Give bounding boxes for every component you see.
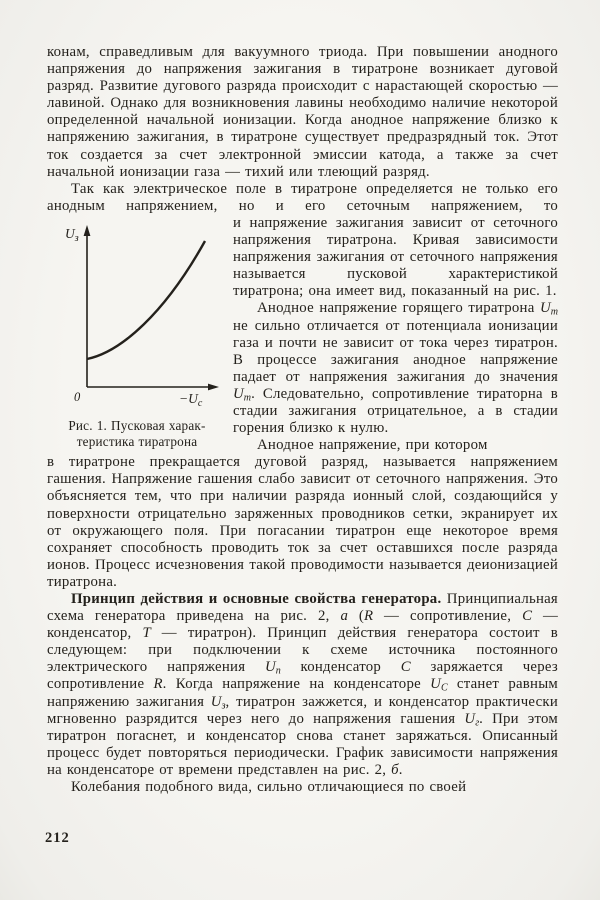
thyratron-starting-characteristic-chart (53, 221, 225, 409)
figure-caption (47, 418, 227, 451)
paragraph-grid-field-continued: и напряжение зажигания зависит от сеточного напряжения тиратрона. Кривая зависимости напряжения зажигания от сеточного напряжения называется пусковой характеристикой тиратрона; она имеет вид, показанный на рис. 1. (233, 214, 558, 300)
paragraph-generator-principle: Принцип действия и основные свойства генератора. Принципиальная схема генератора приведена на рис. 2, а (R — сопротивление, C — конденсатор, T — тиратрон). Принцип действия генератора состоит в следующем: при подключении к схеме источника постоянного электрического напряжения Uп конденсатор C заряжается через сопротивление R. Когда напряжение на конденсаторе UC станет равным напряжению зажигания Uз, тиратрон зажжется, и конденсатор практически мгновенно разрядится через него до напряжения гашения Uг. При этом тиратрон погаснет, и конденсатор снова станет заряжаться. Описанный процесс будет повторяться периодически. График зависимости напряжения на конденсаторе от времени представлен на рис. 2, б. (47, 591, 559, 778)
paragraph-burning-voltage: Анодное напряжение горящего тиратрона Uт не сильно отличается от потенциала ионизации газа и почти не зависит от тока через тиратрон. В процессе зажигания анодное напряжение падает от напряжения зажигания до значения Uт. Следовательно, сопротивление тираторна в стадии зажигания отрицательное, а в стадии горения близко к нулю. (233, 300, 558, 437)
characteristic-curve (87, 241, 205, 359)
page-number: 212 (45, 830, 70, 846)
origin-label: 0 (74, 389, 81, 404)
figure-caption-line2: теристика тиратрона (76, 434, 198, 450)
x-axis-arrow (208, 384, 219, 391)
paragraph-oscillations: Колебания подобного вида, сильно отличающиеся по своей (71, 779, 467, 796)
figure-text-row (47, 215, 558, 454)
figure-caption-line1: Рис. 1. Пусковая харак- (68, 417, 206, 433)
paragraph-continuation: конам, справедливым для вакуумного триода. При повышении анодного напряжения до напряжения зажигания в тиратроне возникает дуговой разряд. Развитие дугового разряда происходит с нарастающей скоростью — лавиной. Однако для возникновения лавины необходимо наличие некоторой определенной начальной ионизации. Когда анодное напряжение близко к напряжению зажигания, в тиратроне существует предразрядный ток. Этот ток создается за счет электронной эмиссии катода, а также за счет начальной ионизации газа — тихий или тлеющий разряд. (47, 44, 558, 180)
paragraph-extinction-start: Анодное напряжение, при котором (257, 437, 488, 454)
paragraph-grid-field: Так как электрическое поле в тиратроне определяется не только его анодным напряжением, но и его сеточным напряжением, то (47, 180, 558, 214)
wrapped-text-column (233, 215, 558, 454)
figure-1 (47, 215, 233, 451)
text-block (47, 44, 558, 796)
y-axis-arrow (84, 225, 91, 236)
x-axis-label: $-U_с$ (179, 390, 203, 409)
y-axis-label: $U_з$ (65, 225, 79, 244)
paragraph-extinction-voltage: в тиратроне прекращается дуговой разряд, называется напряжением гашения. Напряжение гашения слабо зависит от сеточного напряжения. Это объясняется тем, что при наличии разряда ионный слой, создающийся у поверхности отрицательно заряженных проводников сетки, экранирует их от окружающего поля. При погасании тиратрон еще некоторое время сохраняет способность проводить ток за счет оставшихся после разряда ионов. Процесс исчезновения такой проводимости называется деионизацией тиратрона. (47, 454, 558, 590)
